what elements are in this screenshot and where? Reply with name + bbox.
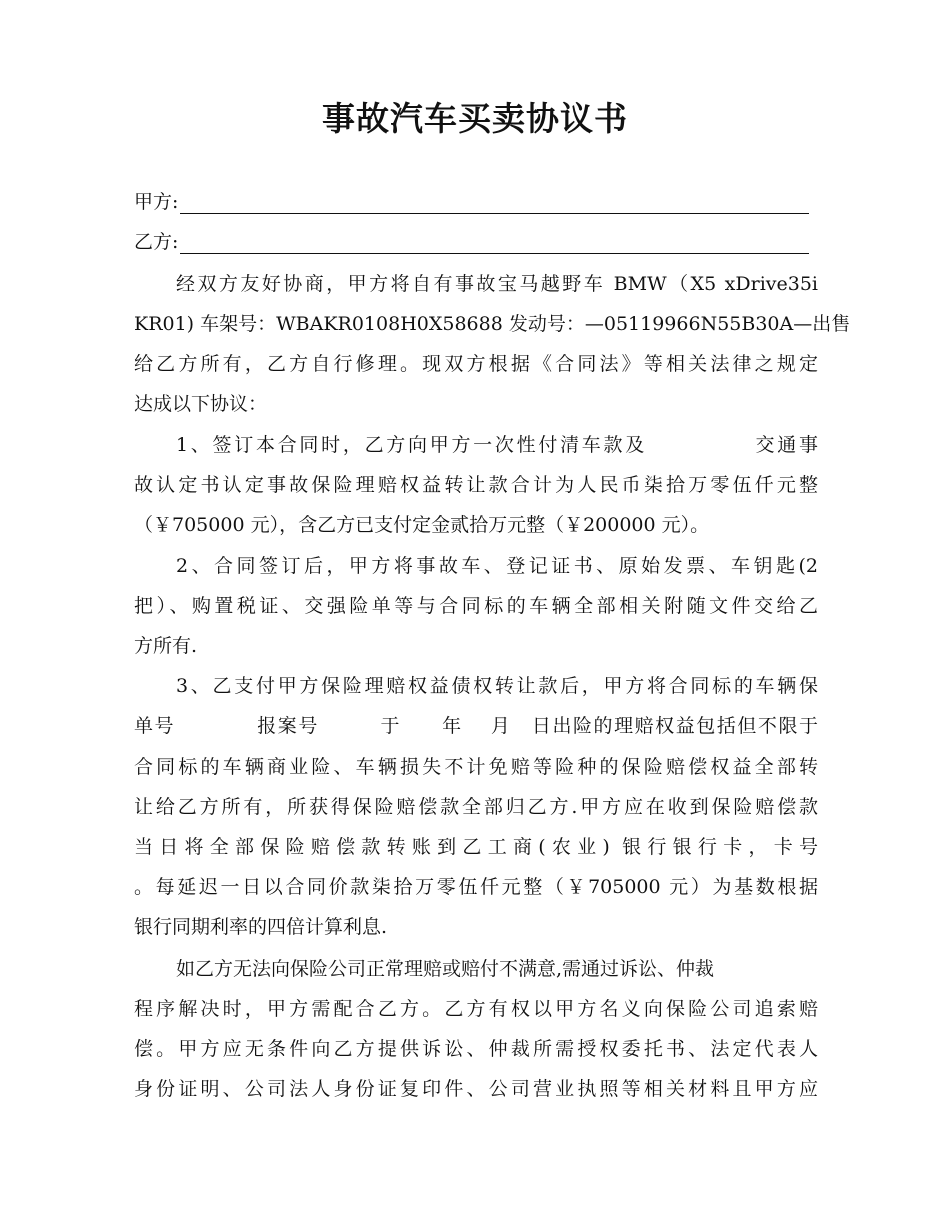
text-line: 故认定书认定事故保险理赔权益转让款合计为人民币柒拾万零伍仟元整 (134, 474, 818, 496)
text-line: 合同标的车辆商业险、车辆损失不计免赔等险种的保险赔偿权益全部转 (134, 756, 818, 778)
text-line: 方所有. (134, 635, 198, 657)
text-line: 偿。甲方应无条件向乙方提供诉讼、仲裁所需授权委托书、法定代表人 (134, 1038, 818, 1060)
document-title: 事故汽车买卖协议书 (322, 99, 628, 138)
text-line: KR01) 车架号：WBAKR0108H0X58688 发动号：—05119966N55B30A—出售 (134, 313, 851, 335)
party-b-blank (180, 231, 809, 254)
party-b-line (134, 226, 809, 254)
text-line: 3、乙支付甲方保险理赔权益债权转让款后，甲方将合同标的车辆保 (176, 675, 818, 697)
party-b-label: 乙方: (134, 231, 179, 253)
text-line: （￥705000 元），含乙方已支付定金贰拾万元整（￥200000 元）。 (134, 514, 710, 536)
party-a-blank (180, 191, 809, 214)
text-line: 1、签订本合同时，乙方向甲方一次性付清车款及 交通事 (176, 434, 818, 456)
text-line: 程序解决时，甲方需配合乙方。乙方有权以甲方名义向保险公司追索赔 (134, 998, 818, 1020)
text-line: 让给乙方所有，所获得保险赔偿款全部归乙方.甲方应在收到保险赔偿款 (134, 796, 818, 818)
text-line: 2、合同签订后，甲方将事故车、登记证书、原始发票、车钥匙(2 (176, 555, 818, 577)
text-line: 单号 报案号 于 年 月 日出险的理赔权益包括但不限于 (134, 715, 818, 737)
text-line: 当日将全部保险赔偿款转账到乙工商(农业) 银行银行卡，卡号 (134, 836, 818, 858)
text-line: 达成以下协议： (134, 393, 268, 415)
text-line: 给乙方所有，乙方自行修理。现双方根据《合同法》等相关法律之规定 (134, 353, 818, 375)
text-line: 经双方友好协商，甲方将自有事故宝马越野车 BMW（X5 xDrive35i (176, 273, 818, 295)
party-a-line (134, 186, 809, 214)
text-line: 银行同期利率的四倍计算利息. (134, 916, 388, 938)
party-a-label: 甲方: (134, 191, 179, 213)
text-line: 身份证明、公司法人身份证复印件、公司营业执照等相关材料且甲方应 (134, 1078, 818, 1100)
text-line: 把）、购置税证、交强险单等与合同标的车辆全部相关附随文件交给乙 (134, 595, 818, 617)
text-line: 如乙方无法向保险公司正常理赔或赔付不满意,需通过诉讼、仲裁 (176, 958, 715, 980)
text-line: 。每延迟一日以合同价款柒拾万零伍仟元整（￥705000 元）为基数根据 (134, 876, 818, 898)
